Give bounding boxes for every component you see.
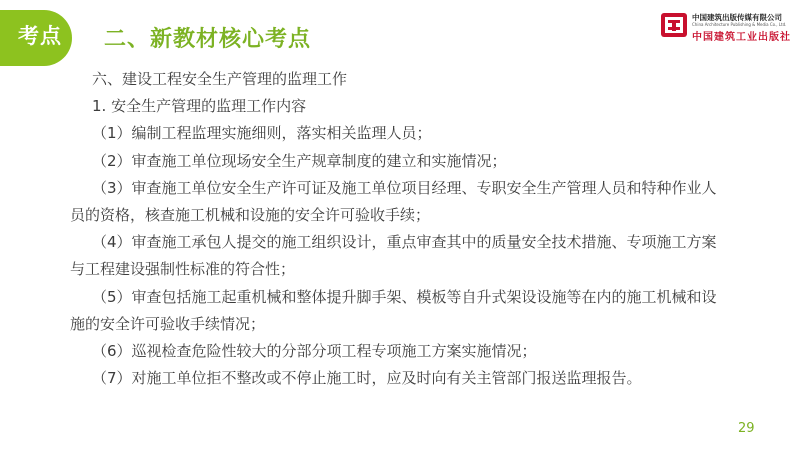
list-item: （3）审查施工单位安全生产许可证及施工单位项目经理、专职安全生产管理人员和特种作业人员的资格，核查施工机械和设施的安全许可验收手续； — [70, 178, 717, 225]
press-name: 中国建筑工业出版社 — [692, 32, 791, 43]
page-number: 29 — [738, 421, 755, 436]
list-item: （4）审查施工承包人提交的施工组织设计，重点审查其中的质量安全技术措施、专项施工方案与工程建设强制性标准的符合性； — [70, 233, 717, 279]
section-title: 二、新教材核心考点 — [104, 27, 312, 52]
slide-body — [70, 66, 720, 392]
list-item: （7）对施工单位拒不整改或不停止施工时，应及时向有关主管部门报送监理报告。 — [92, 369, 642, 388]
list-item: （5）审查包括施工起重机械和整体提升脚手架、模板等自升式架设设施等在内的施工机械和设施的安全许可验收手续情况； — [70, 287, 717, 333]
publisher-name-cn: 中国建筑出版传媒有限公司 — [692, 13, 782, 22]
content-subheading: 1. 安全生产管理的监理工作内容 — [92, 97, 307, 116]
list-item: （2）审查施工单位现场安全生产规章制度的建立和实施情况； — [92, 151, 507, 170]
list-item: （6）巡视检查危险性较大的分部分项工程专项施工方案实施情况； — [92, 342, 537, 361]
topic-badge-label: 考点 — [18, 24, 62, 48]
publisher-emblem-icon — [660, 12, 688, 38]
list-item: （1）编制工程监理实施细则，落实相关监理人员； — [92, 124, 432, 143]
content-heading: 六、建设工程安全生产管理的监理工作 — [92, 70, 348, 88]
publisher-name-en: China Architecture Publishing & Media Co., Ltd. — [692, 22, 787, 27]
publisher-logo — [660, 10, 796, 44]
